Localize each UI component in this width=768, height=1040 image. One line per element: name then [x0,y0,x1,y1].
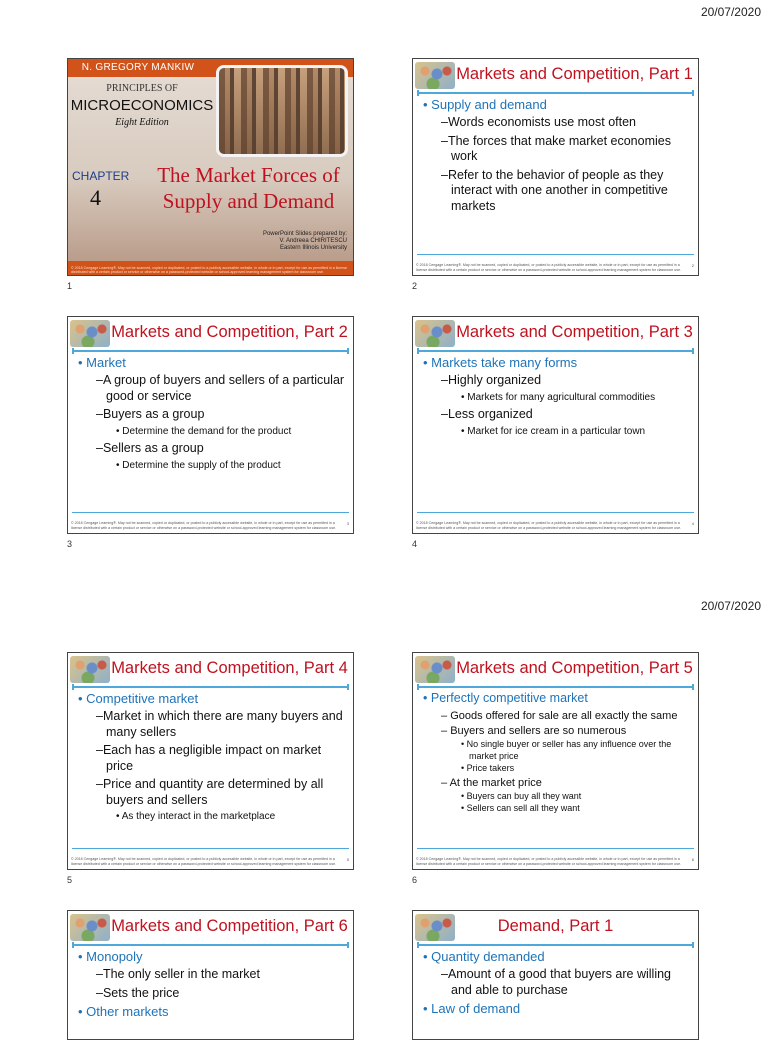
slide-title: Markets and Competition, Part 4 [111,659,348,677]
bullet-text: Monopoly [86,949,143,964]
bullet-text: The forces that make market economies work [447,133,671,163]
footer-rule [72,512,349,513]
slide-body [76,949,345,1022]
bullet-text: Buyers and sellers are so numerous [450,725,627,737]
title-rule [72,686,349,688]
slide-number-4: 4 [412,539,418,549]
slide-page-number: 4 [691,521,694,526]
bullet-level-3: • Markets for many agricultural commodities [461,391,656,403]
slide-body [421,949,690,1019]
slide-header [413,653,698,685]
bullet-level-3: • Price takers [461,763,515,773]
cover-prepared-by [263,231,347,252]
market-logo-icon [415,656,455,683]
bullet-level-2: –Price and quantity are determined by all buyers and sellers [96,777,324,807]
bullet-level-3: • No single buyer or seller has any influence over the market price [461,739,672,761]
bullet-text: Buyers as a group [102,407,205,421]
bullet-text: Buyers can buy all they want [466,790,582,801]
page-date: 20/07/2020 [700,5,761,19]
cover-title-line-2: Supply and Demand [162,189,335,213]
bullet-level-3: • As they interact in the marketplace [116,811,276,822]
bullet-text: Law of demand [431,1001,521,1016]
slide-title: Demand, Part 1 [497,917,614,935]
slide-copyright: © 2018 Cengage Learning®. May not be scanned, copied or duplicated, or posted to a publicly accessible website, in whole or in part, except for use as permitted in a license distributed with a certain product or service or otherwise on a password-protected website or school-approved learning management system for classroom use. [71,857,337,866]
bullet-text: Market for ice cream in a particular town [467,425,646,437]
bullet-text: Determine the demand for the product [122,425,292,437]
slide-title: Markets and Competition, Part 1 [456,65,693,83]
slide-copyright: © 2018 Cengage Learning®. May not be scanned, copied or duplicated, or posted to a publicly accessible website, in whole or in part, except for use as permitted in a license distributed with a certain product or service or otherwise on a password-protected website or school-approved learning management system for classroom use. [71,521,337,530]
bullet-text: Markets take many forms [431,355,578,370]
bullet-text: As they interact in the marketplace [121,811,276,822]
slide-header [68,911,353,943]
bullet-level-2: –Refer to the behavior of people as they interact with one another in competitive markets [441,167,668,213]
slide-title: Markets and Competition, Part 5 [456,659,693,677]
cover-book-title: MICROECONOMICS [70,97,214,114]
bullet-text: Highly organized [447,373,542,387]
bullet-level-2: –Less organized [441,407,533,421]
slide-header [68,653,353,685]
slide-page-number: 3 [346,521,349,526]
bullet-level-2: – Buyers and sellers are so numerous [441,725,627,737]
slide-body [421,355,690,441]
slide-copyright: © 2018 Cengage Learning®. May not be scanned, copied or duplicated, or posted to a publicly accessible website, in whole or in part, except for use as permitted in a license distributed with a certain product or service or otherwise on a password-protected website or school-approved learning management system for classroom use. [416,521,682,530]
bullet-level-2: –Amount of a good that buyers are willing and able to purchase [441,967,671,997]
market-logo-icon [415,62,455,89]
cover-chapter-number: 4 [90,185,101,210]
bullet-text: Market in which there are many buyers and many sellers [102,709,343,739]
bullet-text: Amount of a good that buyers are willing and able to purchase [447,967,671,997]
cover-edition: Eight Edition [115,117,169,128]
market-logo-icon [70,914,110,941]
bullet-text: Refer to the behavior of people as they interact with one another in competitive markets [447,167,668,213]
cover-author: N. GREGORY MANKIW [81,62,195,73]
bullet-level-1: • Other markets [78,1004,169,1019]
market-logo-icon [415,320,455,347]
bullet-text: No single buyer or seller has any influence over the market price [466,739,672,761]
bullet-level-3: • Buyers can buy all they want [461,790,582,801]
bullet-text: Sets the price [102,985,180,1000]
slide-page-number: 2 [691,263,694,268]
bullet-text: Other markets [86,1004,169,1019]
slide-6 [412,652,699,870]
slide-body [421,97,690,217]
bullet-level-2: –Market in which there are many buyers and many sellers [96,709,343,739]
bullet-level-2: –The forces that make market economies work [441,133,671,163]
title-rule [417,944,694,946]
bullet-level-1: • Market [78,355,126,370]
slide-title: Markets and Competition, Part 2 [111,323,348,341]
bullet-text: Quantity demanded [431,949,545,964]
market-logo-icon [70,320,110,347]
cover-prepared-2: V. Andreea CHIRITESCU [279,238,347,244]
title-rule [417,686,694,688]
bullet-text: Price and quantity are determined by all buyers and sellers [102,777,324,807]
footer-rule [417,512,694,513]
page-date: 20/07/2020 [700,599,761,613]
slide-4 [412,316,699,534]
bullet-level-3: • Determine the supply of the product [116,459,281,471]
bullet-level-2: –Sellers as a group [96,441,204,455]
bullet-text: Sellers as a group [102,441,204,455]
slide-body [421,691,690,816]
slide-copyright: © 2018 Cengage Learning®. May not be scanned, copied or duplicated, or posted to a publicly accessible website, in whole or in part, except for use as permitted in a license distributed with a certain product or service or otherwise on a password-protected website or school-approved learning management system for classroom use. [416,263,682,272]
bullet-level-2: –Each has a negligible impact on market price [96,743,322,773]
bullet-level-1: • Quantity demanded [423,949,545,964]
footer-rule [417,848,694,849]
cover-copyright: © 2018 Cengage Learning®. May not be scanned, copied or duplicated, or posted to a publicly accessible website, in whole or in part, except for use as permitted in a license distributed with a certain product or service or otherwise on a password-protected website or school-approved learning management system for classroom use. [71,265,347,274]
footer-rule [72,848,349,849]
slide-number-6: 6 [412,875,418,885]
cover-prepared-3: Eastern Illinois University [279,245,347,251]
slide-page-number: 6 [691,857,694,862]
slide-number-5: 5 [67,875,73,885]
bullet-text: Perfectly competitive market [430,691,588,705]
market-logo-icon [70,656,110,683]
slide-header [68,317,353,349]
bullet-level-2: –Sets the price [96,985,180,1000]
title-rule [72,944,349,946]
cover-chapter-label: CHAPTER [72,169,130,183]
bullet-text: Markets for many agricultural commodities [467,391,656,403]
bullet-level-1: • Markets take many forms [423,355,578,370]
bullet-text: At the market price [449,776,542,789]
slide-header [413,59,698,91]
slide-number-2: 2 [412,281,418,291]
bullet-text: Sellers can sell all they want [466,803,580,813]
bullet-level-1: • Law of demand [423,1001,521,1016]
slide-header [413,911,698,943]
slide-page-number: 5 [346,857,349,862]
slide-8 [412,910,699,1040]
slide-1-cover [67,58,354,276]
bullet-level-2: –The only seller in the market [96,967,260,981]
bullet-level-3: • Determine the demand for the product [116,425,292,437]
bullet-level-1: • Monopoly [78,949,143,964]
bullet-level-2: –A group of buyers and sellers of a particular good or service [96,373,345,403]
cover-chapter-title [146,162,351,214]
slide-body [76,355,345,475]
slide-body [76,691,345,827]
cover-title-line-1: The Market Forces of [157,163,340,187]
bullet-text: Goods offered for sale are all exactly the same [450,710,678,722]
slide-title: Markets and Competition, Part 3 [456,323,693,341]
cover-street-photo [216,65,348,157]
slide-number-3: 3 [67,539,73,549]
bullet-text: A group of buyers and sellers of a particular good or service [102,373,345,403]
cover-prepared-1: PowerPoint Slides prepared by: [262,231,347,237]
slide-title: Markets and Competition, Part 6 [111,917,348,935]
bullet-text: Determine the supply of the product [122,459,281,471]
bullet-level-3: • Sellers can sell all they want [461,803,580,813]
slide-3 [67,316,354,534]
slide-copyright: © 2018 Cengage Learning®. May not be scanned, copied or duplicated, or posted to a publicly accessible website, in whole or in part, except for use as permitted in a license distributed with a certain product or service or otherwise on a password-protected website or school-approved learning management system for classroom use. [416,857,682,866]
bullet-level-1: • Perfectly competitive market [423,691,588,705]
title-rule [72,350,349,352]
slide-number-1: 1 [67,281,73,291]
bullet-text: Less organized [447,407,533,421]
bullet-text: Market [86,355,126,370]
slide-7 [67,910,354,1040]
bullet-level-2: – Goods offered for sale are all exactly the same [441,710,678,722]
footer-rule [417,254,694,255]
bullet-text: Competitive market [86,691,199,706]
slide-2 [412,58,699,276]
title-rule [417,350,694,352]
bullet-text: Each has a negligible impact on market price [102,743,322,773]
bullet-level-1: • Competitive market [78,691,199,706]
slide-header [413,317,698,349]
bullet-level-2: –Buyers as a group [96,407,205,421]
cover-principles-of: PRINCIPLES OF [106,83,178,94]
bullet-level-2: –Highly organized [441,373,542,387]
bullet-level-2: – At the market price [441,776,542,789]
title-rule [417,92,694,94]
bullet-text: Price takers [466,763,515,773]
bullet-level-2: –Words economists use most often [441,115,636,129]
bullet-text: Words economists use most often [447,115,636,129]
bullet-text: Supply and demand [431,97,547,112]
bullet-level-3: • Market for ice cream in a particular town [461,425,646,437]
slide-5 [67,652,354,870]
bullet-level-1: • Supply and demand [423,97,547,112]
bullet-text: The only seller in the market [102,967,260,981]
